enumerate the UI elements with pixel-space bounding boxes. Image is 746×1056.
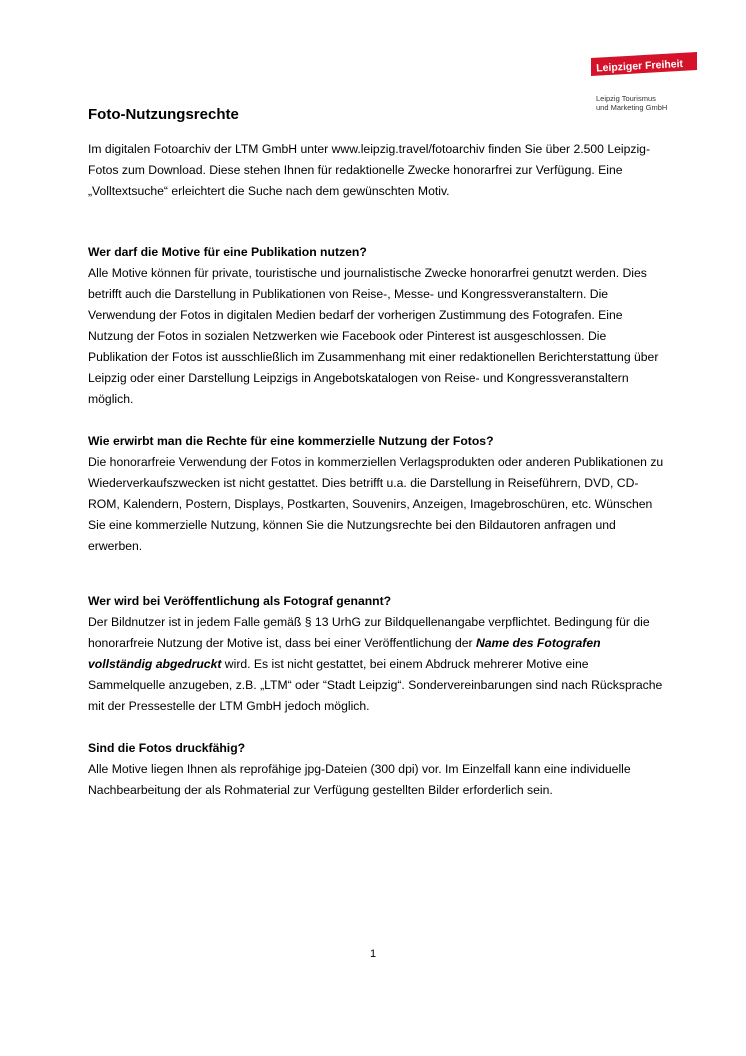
spacer [88,557,668,591]
spacer [88,202,668,242]
section-heading: Wer wird bei Veröffentlichung als Fotograf genannt? [88,594,392,608]
section-body: Alle Motive können für private, touristische und journalistische Zwecke honorarfrei genutzt werden. Dies betrifft auch die Darstellung in Publikationen von Reise-, Messe- und Kongressveranstaltern. Die Verwendung der Fotos in digitalen Medien bedarf der vorherigen Zustimmung des Fotografen. Eine Nutzung der Fotos in sozialen Netzwerken wie Facebook oder Pinterest ist ausgeschlossen. Die Publikation der Fotos ist ausschließlich im Zusammenhang mit einer redaktionellen Berichterstattung über Leipzig oder einer Darstellung Leipzigs in Angebotskatalogen von Reise- und Kongressveranstaltern möglich. [88,266,659,406]
brand-logo-text: Leipziger Freiheit [595,57,684,75]
brand-subtitle-line2: und Marketing GmbH [596,103,668,112]
section-heading: Wer darf die Motive für eine Publikation nutzen? [88,245,367,259]
section-heading: Sind die Fotos druckfähig? [88,741,246,755]
page-title: Foto-Nutzungsrechte [88,106,239,123]
page-number: 1 [369,948,377,960]
spacer [88,717,668,738]
document-body [88,139,668,801]
brand-subtitle-line1: Leipzig Tourismus [596,94,656,103]
brand-logo [591,52,697,76]
spacer [88,410,668,431]
emphasis-text: Name des Fotografen vollständig abgedruckt [88,636,601,671]
section-body-text: Der Bildnutzer ist in jedem Falle gemäß § 13 UrhG zur Bildquellenangabe verpflichtet. Bedingung für die honorarfreie Nutzung der Motive ist, dass bei einer Veröffentlichung der [88,615,650,650]
brand-subtitle [596,94,667,112]
section-body: Alle Motive liegen Ihnen als reprofähige jpg-Dateien (300 dpi) vor. Im Einzelfall kann eine individuelle Nachbearbeitung der als Rohmaterial zur Verfügung gestellten Bilder erforderlich sein. [88,762,631,797]
section-body-text: wird. Es ist nicht gestattet, bei einem Abdruck mehrerer Motive eine Sammelquelle anzugeben, z.B. „LTM“ oder “Stadt Leipzig“. Sondervereinbarungen sind nach Rücksprache mit der Pressestelle der LTM GmbH jedoch möglich. [88,657,663,713]
section-heading: Wie erwirbt man die Rechte für eine kommerzielle Nutzung der Fotos? [88,434,494,448]
section-body: Die honorarfreie Verwendung der Fotos in kommerziellen Verlagsprodukten oder anderen Publikationen zu Wiederverkaufszwecken ist nicht gestattet. Dies betrifft u.a. die Darstellung in Reiseführern, DVD, CD-ROM, Kalendern, Postern, Displays, Postkarten, Souvenirs, Anzeigen, Imagebroschüren, etc. Wünschen Sie eine kommerzielle Nutzung, können Sie die Nutzungsrechte bei den Bildautoren anfragen und erwerben. [88,455,664,553]
intro-paragraph: Im digitalen Fotoarchiv der LTM GmbH unter www.leipzig.travel/fotoarchiv finden Sie über 2.500 Leipzig-Fotos zum Download. Diese stehen Ihnen für redaktionelle Zwecke honorarfrei zur Verfügung. Eine „Volltextsuche“ erleichtert die Suche nach dem gewünschten Motiv. [88,142,651,198]
brand-logo-shape [591,52,697,76]
section-body [88,612,668,717]
